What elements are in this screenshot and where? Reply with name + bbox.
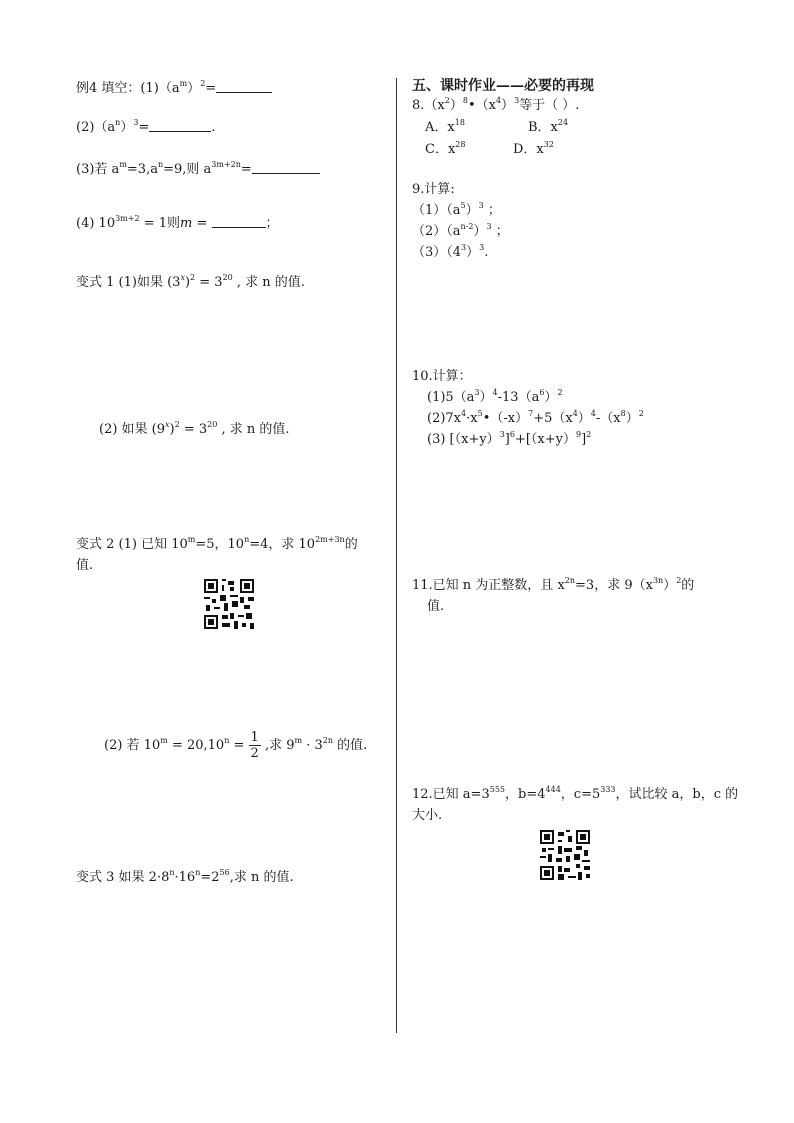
ex4-q4: (4) $10^{3m+2} = 1$则m = ； — [76, 214, 279, 231]
var1-q1: 变式 1 (1)如果 $(3^x)^2 = 3^{20}$ , 求 n 的值. — [76, 273, 305, 290]
answer-blank[interactable] — [212, 215, 266, 228]
q11-line2: 值. — [427, 599, 445, 614]
var2-q1-line2: 值. — [76, 558, 94, 573]
var2-q2: (2) 若 $10^m = 20,10^n$ = $\frac{1}{2}$ ,求 $9^m \cdot 3^{2n}$ 的值. — [104, 730, 368, 761]
q9-title: 9.计算: — [412, 182, 455, 197]
q9-l1: $(1)(a^5)^3$ ； — [412, 201, 501, 218]
q8-option-a: A．$x^{18}$ — [425, 118, 465, 135]
q8: $8.(x^2)^8•(x^4)^3$等于（ ）. — [412, 96, 580, 113]
q12-line2: 大小. — [412, 808, 443, 823]
q11: 11.已知 n 为正整数，且 $x^{2n}=3$，求 $9(x^{3n})^2$的 — [412, 576, 695, 593]
q10-l3: (3) $[(x+y)^3]^6+[(x+y)^9]^2$ — [427, 430, 592, 447]
fraction-one-half: $\frac{1}{2}$ — [250, 730, 259, 761]
q9-l2: $(2)(a^{n-2})^3$ ； — [412, 222, 509, 239]
q8-option-b: B．$x^{24}$ — [528, 118, 569, 135]
q12: 12.已知 $a=3^{555}$，$b=4^{444}$，$c=5^{333}$，试比较 a，b，c 的 — [412, 785, 739, 802]
ex4-q2: $(2)(a^n)^3=$ . — [76, 118, 216, 135]
var3-q: 变式 3 如果 $2\cdot 8^n\cdot 16^n=2^{56}$,求 n 的值. — [76, 868, 294, 885]
section-title: 五、课时作业——必要的再现 — [412, 78, 594, 94]
qr-code-icon — [204, 579, 254, 629]
ex4-q1: 例4 填空：$(1)(a^m)^2=$ — [76, 80, 272, 98]
q8-option-d: D．$x^{32}$ — [513, 140, 554, 157]
answer-blank[interactable] — [149, 119, 211, 132]
qr-code-icon — [540, 830, 590, 880]
q8-option-c: C．$x^{28}$ — [425, 140, 466, 157]
ex4-q3: (3)若 $a^m=3,a^n=9$,则 $a^{3m+2n}=$ — [76, 161, 320, 179]
q10-l1: $(1)5(a^3)^4-13(a^6)^2$ — [427, 388, 563, 405]
q9-l3: $(3)(4^3)^3$. — [412, 243, 489, 260]
answer-blank[interactable] — [252, 161, 320, 174]
q10-title: 10.计算： — [412, 369, 472, 384]
answer-blank[interactable] — [216, 80, 272, 93]
var2-q1: 变式 2 (1) 已知 $10^m=5$，$10^n=4$，求 $10^{2m+3n}$的 — [76, 535, 358, 552]
column-divider — [396, 78, 397, 1033]
var1-q2: (2) 如果 $(9^x)^2 = 3^{20}$ , 求 n 的值. — [99, 420, 290, 437]
q10-l2: $(2)7x^4\cdot x^5•(-x)^7+5(x^4)^4-(x^8)^2$ — [427, 409, 644, 426]
